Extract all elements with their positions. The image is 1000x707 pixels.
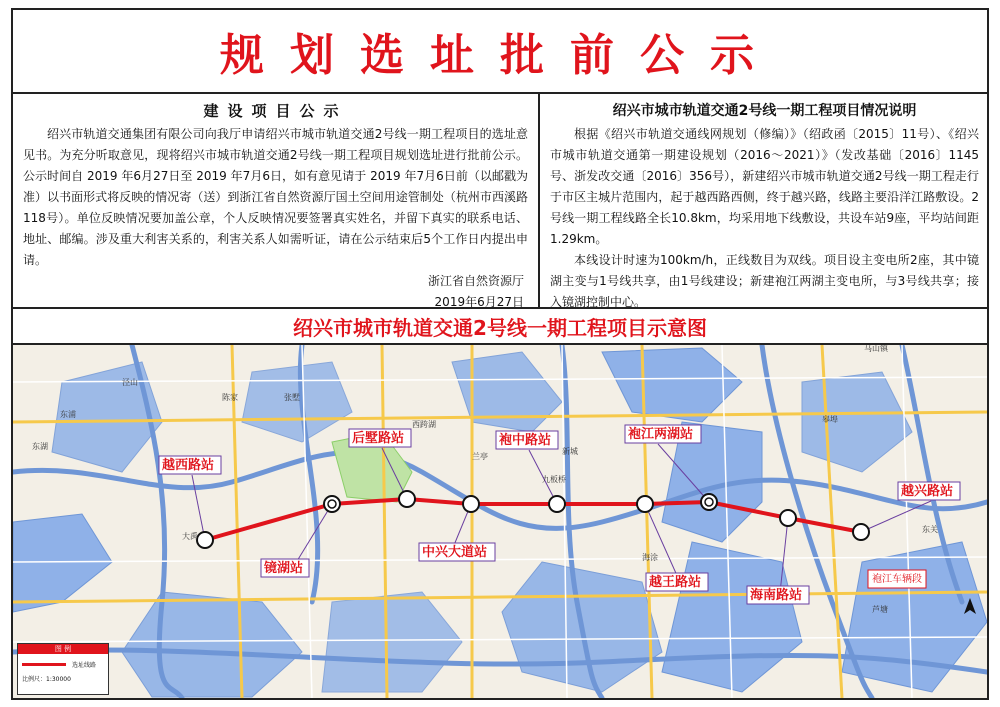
station-circle-icon <box>399 491 415 507</box>
place-label: 东湖 <box>32 442 48 451</box>
notice-date: 2019年6月27日 <box>434 295 524 309</box>
description-para-2: 本线设计时速为100km/h，正线数目为双线。项目设主变电所2座，其中镜湖主变与1号线共享，由1号线建设；新建袍江两湖主变电所，与3号线共享；接入镜湖控制中心。 <box>550 253 979 309</box>
description-para-1: 根据《绍兴市轨道交通线网规划（修编）》（绍政函〔2015〕11号）、《绍兴市城市轨道交通第一期建设规划（2016～2021）》（发改基础〔2016〕1145号、浙发改交通〔2016〕356号），新建绍兴市城市轨道交通2号线一期工程走行于市区主城片范围内，起于越西路西侧，终于越兴路，线路主要沿洋江路敷设。2号线一期工程线路全长10.8km，均采用地下线敷设，共设车站9座，平均站间距1.29km。 <box>550 127 979 246</box>
place-label: 东关 <box>922 525 938 534</box>
station-label: 中兴大道站 <box>422 545 488 560</box>
station-label: 袍江两湖站 <box>628 427 694 442</box>
place-label: 新城 <box>562 447 578 456</box>
legend-line-label: 选址线路 <box>72 661 97 669</box>
station-circle-icon <box>549 496 565 512</box>
station-label: 越兴路站 <box>901 484 954 499</box>
place-label: 泾山 <box>122 378 138 387</box>
station-circle-icon <box>780 510 796 526</box>
place-label: 皋埠 <box>822 415 838 424</box>
station-label: 海南路站 <box>750 588 803 603</box>
page-title: 规划选址批前公示 <box>13 10 987 94</box>
notice-body: 绍兴市轨道交通集团有限公司向我厅申请绍兴市城市轨道交通2号线一期工程项目的选址意见书。为充分听取意见，现将绍兴市城市轨道交通2号线一期工程项目规划选址进行批前公示。公示时间自 2019 年6月27日至 2019 年7月6日，如有意见请于 2019 年7月6日前（以邮戳为准）以书面形式将反映的情况寄（送）到浙江省自然资源厅国土空间用途管制处（杭州市西溪路118号）。单位反映情况要加盖公章，个人反映情况要签署真实姓名，并留下真实的联系电话、地址、邮编。涉及重大利害关系的，利害关系人如需听证，请在公示结束后5个工作日内提出申请。 <box>23 127 528 267</box>
station-circle-icon <box>853 524 869 540</box>
description-heading: 绍兴市城市轨道交通2号线一期工程项目情况说明 <box>612 103 917 119</box>
station-label: 袍中路站 <box>499 433 552 448</box>
station-label: 后墅路站 <box>352 431 405 446</box>
project-description-panel <box>540 94 989 307</box>
place-label: 芦塘 <box>872 605 888 614</box>
map-legend <box>17 643 109 695</box>
place-label: 大禹 <box>182 532 198 541</box>
route-map <box>13 345 987 698</box>
place-label: 张墅 <box>284 393 300 402</box>
station-label: 镜湖站 <box>264 561 304 576</box>
place-label: 九板桥 <box>542 475 566 484</box>
place-label: 陈家 <box>222 393 238 402</box>
station-circle-icon <box>637 496 653 512</box>
place-label: 东浦 <box>60 410 76 419</box>
legend-line-icon <box>22 663 66 666</box>
map-title: 绍兴市城市轨道交通2号线一期工程项目示意图 <box>13 307 987 345</box>
project-notice-panel <box>13 94 540 307</box>
station-label: 越王路站 <box>649 575 702 590</box>
scale-note: 比例尺：1:30000 <box>22 676 71 683</box>
place-label: 兰亭 <box>472 452 488 461</box>
notice-board <box>11 8 989 700</box>
map-canvas <box>13 345 987 698</box>
depot-label: 袍江车辆段 <box>872 574 922 585</box>
notice-org: 浙江省自然资源厅 <box>427 274 524 288</box>
place-label: 马山镇 <box>864 345 888 353</box>
interchange-station-icon <box>701 494 717 510</box>
place-label: 西跨湖 <box>412 420 436 429</box>
interchange-station-icon <box>324 496 340 512</box>
legend-heading: 图 例 <box>18 644 108 654</box>
place-label: 海涂 <box>642 553 658 562</box>
station-label: 越西路站 <box>162 458 215 473</box>
station-circle-icon <box>463 496 479 512</box>
station-circle-icon <box>197 532 213 548</box>
notice-heading: 建设项目公示 <box>203 102 348 120</box>
